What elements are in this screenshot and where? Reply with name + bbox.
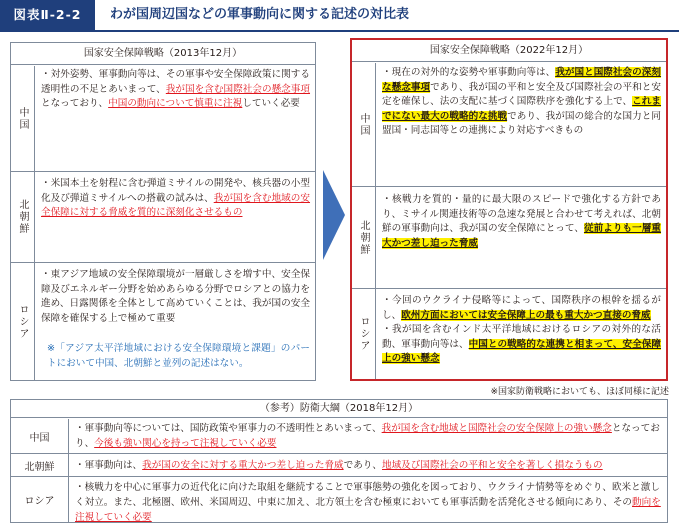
arrow-right-icon [321,170,347,260]
arrow-shape [323,170,345,260]
text-span: ・東アジア地域の安全保障環境が一層厳しさを増す中、安全保障及びエネルギー分野を始めあらゆる分野でロシアとの協力を進め、日露関係を全体として高めていくことは、我が国の安全保障を確保する上で極めて重要 [41,269,310,324]
row-label-china-2013: 中国 [11,66,35,171]
text-span: ・我が国を含むインド太平洋地域におけるロシアの対外的な活動、軍事動向等は、 [382,324,661,350]
strategy-2013-header: 国家安全保障戦略（2013年12月） [11,43,315,65]
text-span: となっており、 [75,423,660,449]
text-span: ・核戦力を中心に軍事力の近代化に向けた取組を継続することで軍事態勢の強化を図っており、ウクライナ情勢等をめぐり、欧米と激しく対立。また、北極圏、欧州、米国周辺、中東に加え、北方領土を含む極東においても軍事活動を活発化させる傾向にあり、その [75,482,660,508]
text-span: していく必要 [242,98,300,110]
emphasized-text: 我が国を含む地域の安全保障に対する脅威を質的に深刻化させるもの [41,192,311,219]
strategy-2022-table [350,38,668,381]
row-divider [11,476,667,477]
row-divider [11,453,667,454]
row-label-nk-2018: 北朝鮮 [11,454,69,476]
cell-russia-2013 [41,268,310,326]
highlighted-text: 我が国と国際社会の深刻な懸念事項 [382,67,662,93]
row-label-nk-2022: 北朝鮮 [352,187,376,288]
emphasized-text: 地域及び国際社会の平和と安全を著しく損なうもの [382,460,603,471]
text-span: ・今回のウクライナ侵略等によって、国際秩序の根幹を揺るがし、 [382,295,661,321]
cell-china-2022 [382,66,661,139]
cell-nk-2022 [382,193,661,251]
text-span: ・軍事動向等については、国防政策や軍事力の不透明性とあいまって、 [75,423,382,434]
figure-header [0,0,679,30]
text-span: であり、 [343,460,382,471]
row-label-china-2022: 中国 [352,63,376,186]
emphasized-text: 中国の動向について慎重に注視 [108,98,243,110]
figure-label: 図表Ⅱ-2-2 [0,0,95,30]
cell-china-2013 [41,68,310,112]
cell-russia-2018 [75,480,661,525]
emphasized-text: 我が国の安全に対する重大かつ差し迫った脅威 [142,460,344,471]
defense-strategy-note: ※国家防衛戦略においても、ほぼ同様に記述 [490,387,669,397]
defense-guidelines-2018-table [10,399,668,523]
row-label-russia-2013: ロシア [11,263,35,380]
text-span: ・対外姿勢、軍事動向等は、その軍事や安全保障政策に関する透明性の不足とあいまって、 [41,69,310,95]
cell-nk-2018 [75,458,661,473]
highlighted-text: 中国との戦略的な連携と相まって、安全保障上の強い懸念 [382,338,661,365]
row-divider [352,288,666,289]
header-divider [0,30,679,32]
row-divider [352,186,666,187]
cell-nk-2013 [41,177,310,221]
row-divider [11,171,315,172]
text-span: ・米国本土を射程に含む弾道ミサイルの開発や、核兵器の小型化及び弾道ミサイルへの搭載の試みは、 [41,178,310,204]
strategy-2022-header: 国家安全保障戦略（2022年12月） [352,40,666,62]
row-label-nk-2013: 北朝鮮 [11,172,35,262]
figure-title: わが国周辺国などの軍事動向に関する記述の対比表 [110,7,410,22]
cell-russia-2022 [382,294,661,367]
emphasized-text: 今後も強い関心を持って注視していく必要 [94,438,277,449]
text-span: であり、我が国の平和と安全及び国際社会の平和と安定を確保し、法の支配に基づく国際秩序を強化する上で、 [382,81,662,108]
text-span: ・核戦力を質的・量的に最大限のスピードで強化する方針であり、ミサイル関連技術等の急速な発展と合わせて考えれば、北朝鮮の軍事動向は、我が国の安全保障にとって、 [382,194,661,235]
note-russia-2013: ※「アジア太平洋地域における安全保障環境と課題」のパートにおいて中国、北朝鮮と並列の記述はない。 [47,343,310,369]
text-span: であり、我が国の総合的な国力と同盟国・同志国等との連携により対応すべきもの [382,110,662,137]
highlighted-text: 欧州方面においては安全保障上の最も重大かつ直接の脅威 [401,309,651,321]
strategy-2013-table [10,42,316,381]
highlighted-text: これまでにない最大の戦略的な挑戦 [382,96,662,122]
row-label-russia-2022: ロシア [352,289,376,379]
text-span: ・現在の対外的な姿勢や軍事動向等は、 [382,67,556,78]
emphasized-text: 動向を注視していく必要 [75,497,661,523]
emphasized-text: 我が国を含む国際社会の懸念事項 [165,83,311,95]
emphasized-text: 我が国を含む地域と国際社会の安全保障上の強い懸念 [381,423,612,434]
text-span: ・軍事動向は、 [75,460,143,471]
cell-china-2018 [75,421,661,451]
highlighted-text: 従前よりも一層重大かつ差し迫った脅威 [382,223,661,249]
row-label-russia-2018: ロシア [11,477,69,522]
defense-guidelines-header: （参考）防衛大綱（2018年12月） [11,400,667,418]
row-divider [11,262,315,263]
row-label-china-2018: 中国 [11,419,69,453]
text-span: となっており、 [41,98,109,110]
